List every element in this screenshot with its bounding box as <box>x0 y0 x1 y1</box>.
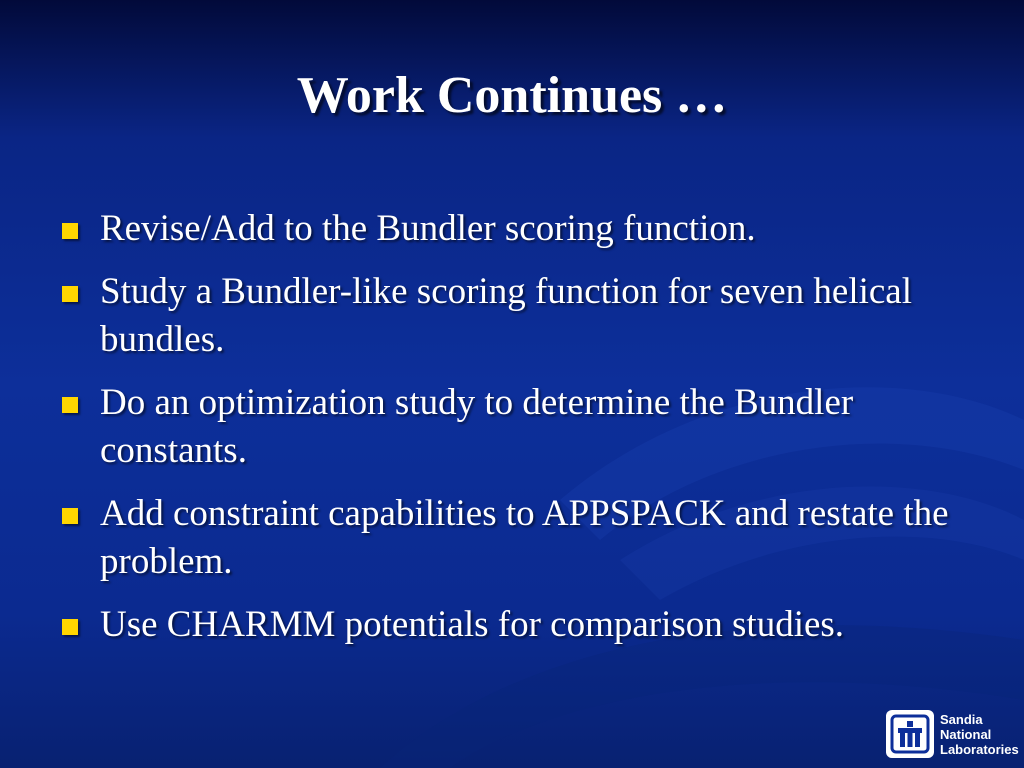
logo-line-sandia: Sandia <box>940 711 983 727</box>
bullet-item <box>62 205 1002 253</box>
logo-line-national: National <box>940 726 992 742</box>
sandia-thunderbird-icon <box>886 710 934 758</box>
slide-title: Work Continues … <box>296 67 728 124</box>
bullet-text: Add constraint capabilities to APPSPACK and restate the problem. <box>100 493 949 582</box>
bullet-item <box>62 601 1002 649</box>
square-bullet-icon <box>62 397 78 413</box>
square-bullet-icon <box>62 286 78 302</box>
bullet-text: Revise/Add to the Bundler scoring function. <box>100 208 756 249</box>
bullet-item <box>62 490 1002 586</box>
bullet-item <box>62 268 1002 364</box>
square-bullet-icon <box>62 223 78 239</box>
square-bullet-icon <box>62 619 78 635</box>
square-bullet-icon <box>62 508 78 524</box>
bullet-text: Do an optimization study to determine the Bundler constants. <box>100 382 854 471</box>
bullet-list <box>62 205 1002 664</box>
logo-line-laboratories: Laboratories <box>940 741 1019 757</box>
sandia-logo <box>886 707 1018 761</box>
bullet-item <box>62 379 1002 475</box>
bullet-text: Study a Bundler-like scoring function for seven helical bundles. <box>100 271 913 360</box>
bullet-text: Use CHARMM potentials for comparison studies. <box>100 604 845 645</box>
logo-text <box>940 712 1019 757</box>
